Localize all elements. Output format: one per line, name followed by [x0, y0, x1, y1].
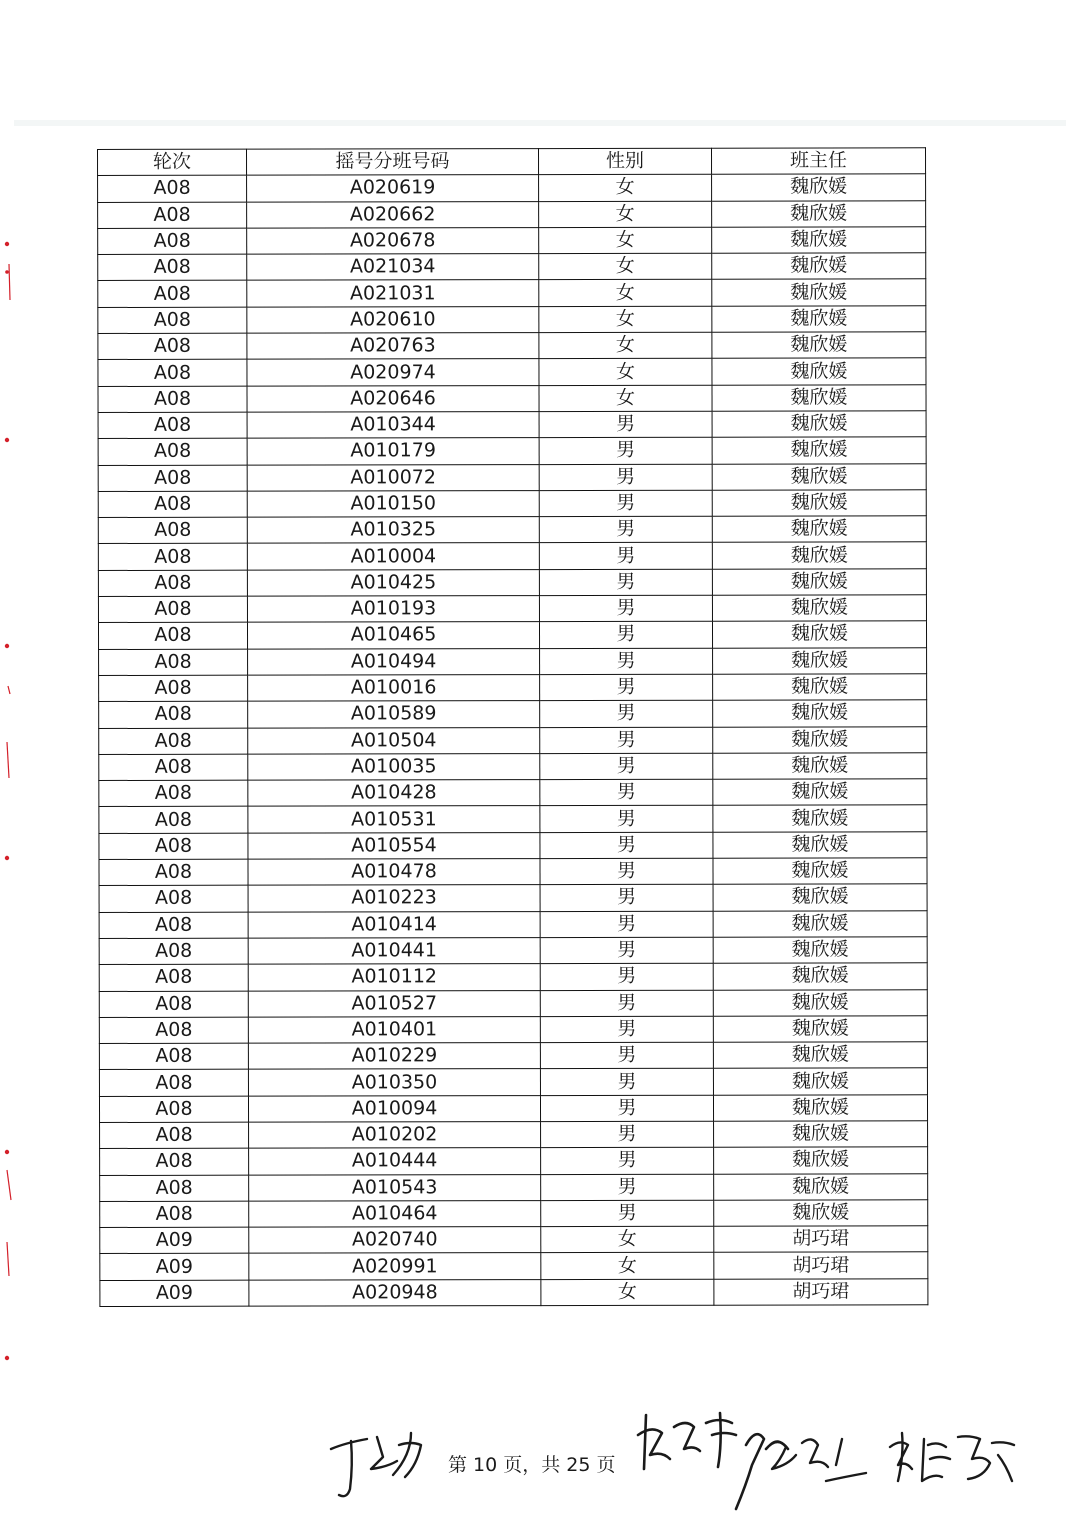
cell-head-teacher: 魏欣媛 [712, 279, 926, 306]
cell-gender: 男 [540, 990, 713, 1017]
table-row [98, 253, 926, 281]
cell-head-teacher: 魏欣媛 [712, 227, 926, 254]
cell-round: A08 [99, 833, 248, 860]
cell-head-teacher: 魏欣媛 [713, 963, 927, 990]
cell-lottery-number: A010112 [248, 964, 540, 991]
cell-lottery-number: A010543 [249, 1174, 541, 1201]
cell-round: A08 [99, 701, 248, 728]
table-row [99, 1042, 927, 1070]
table-row [99, 937, 927, 965]
cell-gender: 男 [540, 674, 713, 701]
cell-gender: 男 [541, 1147, 714, 1174]
cell-lottery-number: A010016 [248, 675, 540, 702]
cell-gender: 女 [539, 253, 712, 280]
cell-lottery-number: A021031 [247, 280, 539, 307]
cell-round: A08 [99, 728, 248, 755]
cell-lottery-number: A010494 [248, 648, 540, 675]
cell-head-teacher: 魏欣媛 [712, 174, 926, 201]
page-number-footer: 第 10 页，共 25 页 [448, 1454, 616, 1476]
cell-round: A08 [99, 1070, 248, 1097]
cell-head-teacher: 魏欣媛 [712, 463, 926, 490]
cell-gender: 男 [540, 911, 713, 938]
table-row [98, 463, 926, 491]
cell-gender: 男 [540, 1016, 713, 1043]
cell-lottery-number: A010350 [248, 1069, 540, 1096]
cell-head-teacher: 魏欣媛 [713, 647, 927, 674]
table-row [99, 700, 927, 728]
cell-head-teacher: 魏欣媛 [712, 437, 926, 464]
cell-gender: 男 [539, 516, 712, 543]
signature-1 [325, 1425, 440, 1505]
cell-gender: 男 [539, 595, 712, 622]
cell-round: A08 [98, 517, 247, 544]
table-row [98, 227, 926, 255]
table-row [99, 1068, 927, 1096]
cell-lottery-number: A020619 [247, 175, 539, 202]
cell-head-teacher: 魏欣媛 [713, 1068, 927, 1095]
cell-head-teacher: 魏欣媛 [713, 1016, 927, 1043]
header-head-teacher: 班主任 [711, 148, 925, 175]
cell-lottery-number: A020740 [249, 1227, 541, 1254]
cell-lottery-number: A010035 [248, 753, 540, 780]
table-row [99, 753, 927, 781]
cell-lottery-number: A020678 [247, 227, 539, 254]
cell-head-teacher: 魏欣媛 [714, 1200, 928, 1227]
cell-head-teacher: 胡巧珺 [714, 1226, 928, 1253]
table-row [100, 1279, 928, 1307]
cell-round: A08 [99, 885, 248, 912]
cell-head-teacher: 胡巧珺 [714, 1279, 928, 1306]
cell-lottery-number: A010465 [247, 622, 539, 649]
cell-lottery-number: A010478 [248, 859, 540, 886]
cell-lottery-number: A010464 [249, 1200, 541, 1227]
cell-lottery-number: A010589 [248, 701, 540, 728]
cell-head-teacher: 魏欣媛 [712, 569, 926, 596]
table-row [98, 490, 926, 518]
cell-gender: 女 [539, 175, 712, 202]
cell-lottery-number: A010094 [248, 1095, 540, 1122]
cell-head-teacher: 魏欣媛 [713, 674, 927, 701]
cell-round: A08 [100, 1201, 249, 1228]
cell-gender: 男 [540, 1042, 713, 1069]
table-row [98, 569, 926, 597]
cell-round: A09 [100, 1227, 249, 1254]
cell-head-teacher: 魏欣媛 [713, 700, 927, 727]
table-row [99, 805, 927, 833]
cell-lottery-number: A010425 [247, 569, 539, 596]
cell-gender: 男 [540, 648, 713, 675]
cell-gender: 男 [539, 622, 712, 649]
table-row [98, 332, 926, 360]
cell-head-teacher: 魏欣媛 [712, 621, 926, 648]
cell-gender: 女 [541, 1226, 714, 1253]
cell-head-teacher: 魏欣媛 [712, 595, 926, 622]
table-row [98, 621, 926, 649]
table-row [100, 1200, 928, 1228]
cell-round: A08 [99, 1096, 248, 1123]
cell-gender: 男 [539, 543, 712, 570]
table-row [98, 200, 926, 228]
cell-round: A08 [100, 1148, 249, 1175]
cell-round: A08 [99, 754, 248, 781]
cell-head-teacher: 魏欣媛 [713, 1042, 927, 1069]
cell-gender: 女 [539, 385, 712, 412]
table-row [98, 358, 926, 386]
cell-head-teacher: 魏欣媛 [713, 1094, 927, 1121]
cell-head-teacher: 魏欣媛 [713, 805, 927, 832]
table-row [98, 411, 926, 439]
table-row [100, 1226, 928, 1254]
cell-gender: 男 [539, 464, 712, 491]
class-roster-table [97, 147, 928, 1307]
table-row [99, 963, 927, 991]
cell-round: A08 [98, 412, 247, 439]
cell-head-teacher: 魏欣媛 [713, 910, 927, 937]
cell-round: A08 [99, 1017, 248, 1044]
cell-round: A08 [98, 360, 247, 387]
cell-gender: 男 [539, 490, 712, 517]
cell-round: A08 [98, 570, 247, 597]
cell-round: A08 [98, 465, 247, 492]
table-row [99, 1016, 927, 1044]
cell-round: A08 [99, 780, 248, 807]
cell-lottery-number: A010344 [247, 412, 539, 439]
table-row [98, 174, 926, 202]
cell-head-teacher: 魏欣媛 [713, 726, 927, 753]
cell-round: A08 [98, 438, 247, 465]
header-round: 轮次 [98, 149, 247, 176]
cell-gender: 女 [541, 1253, 714, 1280]
cell-round: A08 [99, 649, 248, 676]
cell-gender: 男 [541, 1121, 714, 1148]
cell-lottery-number: A010504 [248, 727, 540, 754]
cell-head-teacher: 魏欣媛 [712, 200, 926, 227]
cell-gender: 女 [539, 201, 712, 228]
cell-head-teacher: 魏欣媛 [713, 989, 927, 1016]
header-lottery-number: 摇号分班号码 [247, 149, 539, 176]
table-row [99, 779, 927, 807]
table-row [99, 989, 927, 1017]
cell-lottery-number: A010527 [248, 990, 540, 1017]
cell-gender: 男 [539, 569, 712, 596]
cell-round: A08 [98, 491, 247, 518]
cell-head-teacher: 魏欣媛 [713, 831, 927, 858]
cell-head-teacher: 魏欣媛 [712, 306, 926, 333]
cell-round: A08 [99, 964, 248, 991]
signature-3 [762, 1425, 872, 1500]
cell-round: A08 [98, 596, 247, 623]
table-row [99, 910, 927, 938]
cell-gender: 女 [541, 1279, 714, 1306]
cell-round: A08 [98, 254, 247, 281]
cell-gender: 女 [539, 332, 712, 359]
cell-round: A08 [98, 202, 247, 229]
table-row [99, 1094, 927, 1122]
table-row [100, 1173, 928, 1201]
cell-round: A08 [99, 912, 248, 939]
cell-lottery-number: A010223 [248, 885, 540, 912]
table-row [99, 726, 927, 754]
cell-gender: 男 [539, 411, 712, 438]
table-row [98, 384, 926, 412]
cell-head-teacher: 魏欣媛 [712, 542, 926, 569]
cell-gender: 男 [541, 1200, 714, 1227]
cell-head-teacher: 魏欣媛 [712, 358, 926, 385]
table-row [98, 516, 926, 544]
cell-gender: 男 [539, 437, 712, 464]
cell-lottery-number: A010554 [248, 832, 540, 859]
cell-gender: 女 [539, 359, 712, 386]
cell-head-teacher: 魏欣媛 [713, 753, 927, 780]
cell-round: A08 [98, 228, 247, 255]
cell-gender: 男 [540, 858, 713, 885]
cell-round: A08 [98, 281, 247, 308]
cell-gender: 男 [540, 885, 713, 912]
cell-gender: 男 [540, 700, 713, 727]
binding-margin-marks [0, 0, 20, 1528]
cell-gender: 男 [540, 806, 713, 833]
cell-head-teacher: 魏欣媛 [712, 411, 926, 438]
cell-round: A08 [99, 859, 248, 886]
cell-gender: 女 [539, 280, 712, 307]
cell-lottery-number: A010150 [247, 490, 539, 517]
signature-4 [880, 1425, 1020, 1495]
table-row [98, 542, 926, 570]
cell-round: A09 [100, 1254, 249, 1281]
table-row [100, 1252, 928, 1280]
cell-lottery-number: A010325 [247, 517, 539, 544]
table-row [99, 674, 927, 702]
cell-lottery-number: A020763 [247, 333, 539, 360]
cell-lottery-number: A020662 [247, 201, 539, 228]
cell-head-teacher: 魏欣媛 [713, 937, 927, 964]
cell-lottery-number: A010444 [249, 1148, 541, 1175]
cell-round: A08 [98, 623, 247, 650]
cell-lottery-number: A020646 [247, 385, 539, 412]
cell-head-teacher: 魏欣媛 [714, 1147, 928, 1174]
cell-head-teacher: 魏欣媛 [713, 779, 927, 806]
cell-round: A08 [98, 307, 247, 334]
cell-head-teacher: 魏欣媛 [713, 884, 927, 911]
cell-gender: 男 [540, 832, 713, 859]
cell-gender: 男 [541, 1174, 714, 1201]
cell-lottery-number: A020974 [247, 359, 539, 386]
roster-body [98, 174, 928, 1306]
cell-round: A08 [98, 544, 247, 571]
table-row [100, 1147, 928, 1175]
cell-lottery-number: A020948 [249, 1279, 541, 1306]
cell-gender: 男 [540, 963, 713, 990]
cell-lottery-number: A010414 [248, 911, 540, 938]
cell-lottery-number: A020610 [247, 306, 539, 333]
cell-lottery-number: A010202 [249, 1122, 541, 1149]
header-row [98, 148, 926, 176]
table-row [98, 279, 926, 307]
cell-lottery-number: A010004 [247, 543, 539, 570]
cell-head-teacher: 魏欣媛 [714, 1173, 928, 1200]
cell-round: A08 [99, 991, 248, 1018]
header-gender: 性别 [539, 148, 712, 175]
cell-lottery-number: A010179 [247, 438, 539, 465]
cell-head-teacher: 魏欣媛 [712, 384, 926, 411]
cell-gender: 男 [540, 779, 713, 806]
cell-head-teacher: 魏欣媛 [713, 858, 927, 885]
table-row [98, 437, 926, 465]
scan-shadow [14, 120, 1066, 126]
cell-round: A08 [98, 175, 247, 202]
cell-head-teacher: 魏欣媛 [712, 332, 926, 359]
cell-lottery-number: A010072 [247, 464, 539, 491]
cell-gender: 男 [540, 1095, 713, 1122]
table-row [100, 1121, 928, 1149]
cell-round: A08 [98, 386, 247, 413]
table-row [99, 858, 927, 886]
cell-head-teacher: 魏欣媛 [712, 253, 926, 280]
cell-gender: 女 [539, 306, 712, 333]
cell-round: A08 [99, 807, 248, 834]
cell-lottery-number: A020991 [249, 1253, 541, 1280]
cell-round: A08 [100, 1122, 249, 1149]
cell-round: A08 [99, 675, 248, 702]
cell-lottery-number: A010441 [248, 937, 540, 964]
cell-gender: 男 [540, 753, 713, 780]
cell-round: A08 [98, 333, 247, 360]
table-row [98, 595, 926, 623]
cell-round: A08 [99, 1043, 248, 1070]
table-row [99, 831, 927, 859]
cell-lottery-number: A010401 [248, 1016, 540, 1043]
cell-lottery-number: A010531 [248, 806, 540, 833]
cell-head-teacher: 魏欣媛 [712, 490, 926, 517]
cell-gender: 男 [540, 937, 713, 964]
cell-lottery-number: A010428 [248, 780, 540, 807]
cell-head-teacher: 魏欣媛 [714, 1121, 928, 1148]
cell-head-teacher: 魏欣媛 [712, 516, 926, 543]
cell-lottery-number: A010193 [247, 596, 539, 623]
cell-gender: 男 [540, 1069, 713, 1096]
cell-round: A08 [100, 1175, 249, 1202]
cell-lottery-number: A010229 [248, 1043, 540, 1070]
cell-lottery-number: A021034 [247, 254, 539, 281]
cell-gender: 女 [539, 227, 712, 254]
table-row [98, 306, 926, 334]
cell-head-teacher: 胡巧珺 [714, 1252, 928, 1279]
table-row [99, 647, 927, 675]
cell-round: A09 [100, 1280, 249, 1307]
cell-gender: 男 [540, 727, 713, 754]
cell-round: A08 [99, 938, 248, 965]
table-row [99, 884, 927, 912]
